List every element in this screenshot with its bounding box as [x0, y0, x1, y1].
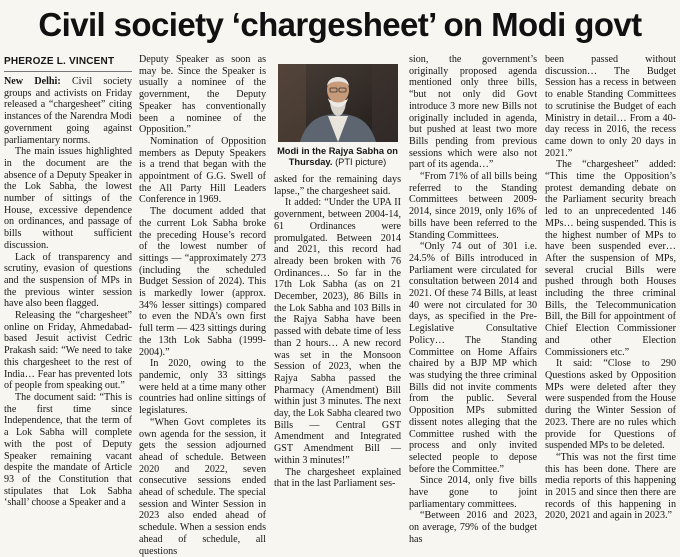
article-column-3	[274, 174, 401, 490]
modi-photo-illustration	[278, 64, 398, 142]
paragraph: asked for the remaining days lapse.,” the chargesheet said.	[274, 174, 401, 197]
paragraph: It added: “Under the UPA II government, between 2004-14, 61 Ordinances were promulgated. Between 2014 and 2021, this record had already been broken with 76 Ordinances… So far in the 17th Lok Sabha (as on 21 December, 2023), 86 Bills in the Lok Sabha and 103 Bills in the Rajya Sabha have been passed with debate time of less than 2 hours… A new record was set in the Monsoon Session of 2023, when the Rajya Sabha passed the Pharmacy (Amendment) Bill within just 3 minutes. The next day, the Lok Sabha cleared two Bills — Central GST Amendment and Integrated GST Amendment Bill — within 3 minutes!”	[274, 197, 401, 466]
paragraph: The chargesheet explained that in the last Parliament ses-	[274, 466, 401, 490]
paragraph: The main issues highlighted in the document are the absence of a Deputy Speaker in the Lok Sabha, the lowest number of sittings of the House, excessive dependence on ordinances, and passage of bills without sufficient discussion.	[4, 146, 132, 251]
paragraph: In 2020, owing to the pandemic, only 33 sittings were held at a time many other countries had online sittings of legislatures.	[139, 358, 266, 417]
article-column-5	[545, 54, 676, 522]
paragraph: Lack of transparency and scrutiny, evasion of questions and the suspension of MPs in the previous winter session have also been flagged.	[4, 251, 132, 310]
paragraph: “This was not the first time this has been done. There are media reports of this happening in 2015 and since then there are records of this happening in 2020, 2021 and again in 2023.”	[545, 451, 676, 522]
photo-caption-text: Modi in the Rajya Sabha on Thursday.	[277, 146, 398, 167]
paragraph: The “chargesheet” added: “This time the Opposition’s protest demanding debate on the Parliament security breach led to an unprecedented 146 MPs… being suspended. This is the highest number of MPs to have been suspended ever… After the suspension of MPs, several crucial Bills were pushed through both Houses including the three criminal Bills, the Telecommunication Bill, the Bill for appointment of Chief Election Commissioner and other Election Commissioners etc.”	[545, 159, 676, 358]
modi-photo	[278, 64, 398, 142]
article-column-1	[4, 54, 132, 509]
paragraph: It said: “Close to 290 Questions asked by Opposition MPs were deleted after they were suspended from the House during the Winter Session of 2023. There are no rules which provide for Questions of suspended MPs to be deleted.	[545, 358, 676, 452]
paragraph: Since 2014, only five bills have gone to joint parliamentary committees.	[409, 475, 537, 510]
paragraph: Releasing the “chargesheet” online on Friday, Ahmedabad-based Jesuit activist Cedric Prakash said: “We need to take this chargesheet to the rest of India… Fear has prevented lots of people from speaking out.”	[4, 310, 132, 392]
dateline: New Delhi:	[4, 76, 61, 87]
headline: Civil society ‘chargesheet’ on Modi govt	[38, 6, 642, 43]
photo-credit: (PTI picture)	[332, 157, 387, 167]
paragraph: The document said: “This is the first time since Independence, that the term of a Lok Sabha will complete with the post of Deputy Speaker remaining vacant despite the mandate of Article 93 of the Constitution that stipulates that Lok Sabha ‘shall’ choose a Speaker and a	[4, 391, 132, 509]
paragraph: “Between 2016 and 2023, on average, 79% of the budget has	[409, 510, 537, 545]
paragraph: “Only 74 out of 301 i.e. 24.5% of Bills introduced in Parliament were circulated for consultation between 2014 and 2021. Of these 74 Bills, at least 40 were not circulated for 30 days, as specified in the Pre-Legislative Consultative Policy… The Standing Committee on Home Affairs chaired by a BJP MP which was studying the three criminal Bills did not invite comments from the public. Several Opposition MPs submitted dissent notes alleging that the Committee rushed with the process and only invited selected people to depose before the Committee.”	[409, 241, 537, 475]
paragraph: The document added that the current Lok Sabha broke the preceding House’s record of the lowest number of sittings — “approximately 273 (including the scheduled Budget Session of 2024). This is markedly lower (approx. 34% lesser sittings) compared to even the NDA’s own first full term — 423 sittings during the 13th Lok Sabha (1999-2004).”	[139, 206, 266, 358]
article-column-2	[139, 54, 266, 557]
paragraph	[4, 76, 132, 146]
paragraph: “When Govt completes its own agenda for the session, it gets the session adjourned ahead of schedule. Between 2020 and 2022, seven consecutive sessions ended ahead of schedule. The special session and Winter Session in 2023 also ended ahead of schedule. When a session ends ahead of schedule, all questions	[139, 416, 266, 557]
paragraph: “From 71% of all bills being referred to the Standing Committees between 2009-2014, since 2019, only 16% of bills have been referred to the Standing Committees.	[409, 171, 537, 241]
paragraph: sion, the government’s originally proposed agenda mentioned only three bills, “but not only did Govt introduce 3 more new Bills not originally included in agenda, but pushed at least two more Bills pending from previous sessions which were also not part of its agenda…”	[409, 54, 537, 171]
byline: PHEROZE L. VINCENT	[4, 54, 132, 72]
paragraph: Nomination of Opposition members as Deputy Speakers is a trend that began with the appointment of G.G. Swell of the All Party Hill Leaders Conference in 1969.	[139, 135, 266, 206]
article-column-4	[409, 54, 537, 545]
paragraph-text: Civil society groups and activists on Friday released a “chargesheet” citing instances of the Narendra Modi government going against parliamentary norms.	[4, 76, 132, 146]
paragraph: Deputy Speaker as soon as may be. Since the Speaker is usually a nominee of the government, the Deputy Speaker has conventionally been a nominee of the Opposition.”	[139, 54, 266, 136]
photo-caption	[274, 146, 401, 168]
paragraph: been passed without discussion… The Budget Session has a recess in between to enable Standing Committees to scrutinise the Budget of each Ministry in detail… From a 40-day recess in 2016, the recess came down to only 20 days in 2021.”	[545, 54, 676, 159]
